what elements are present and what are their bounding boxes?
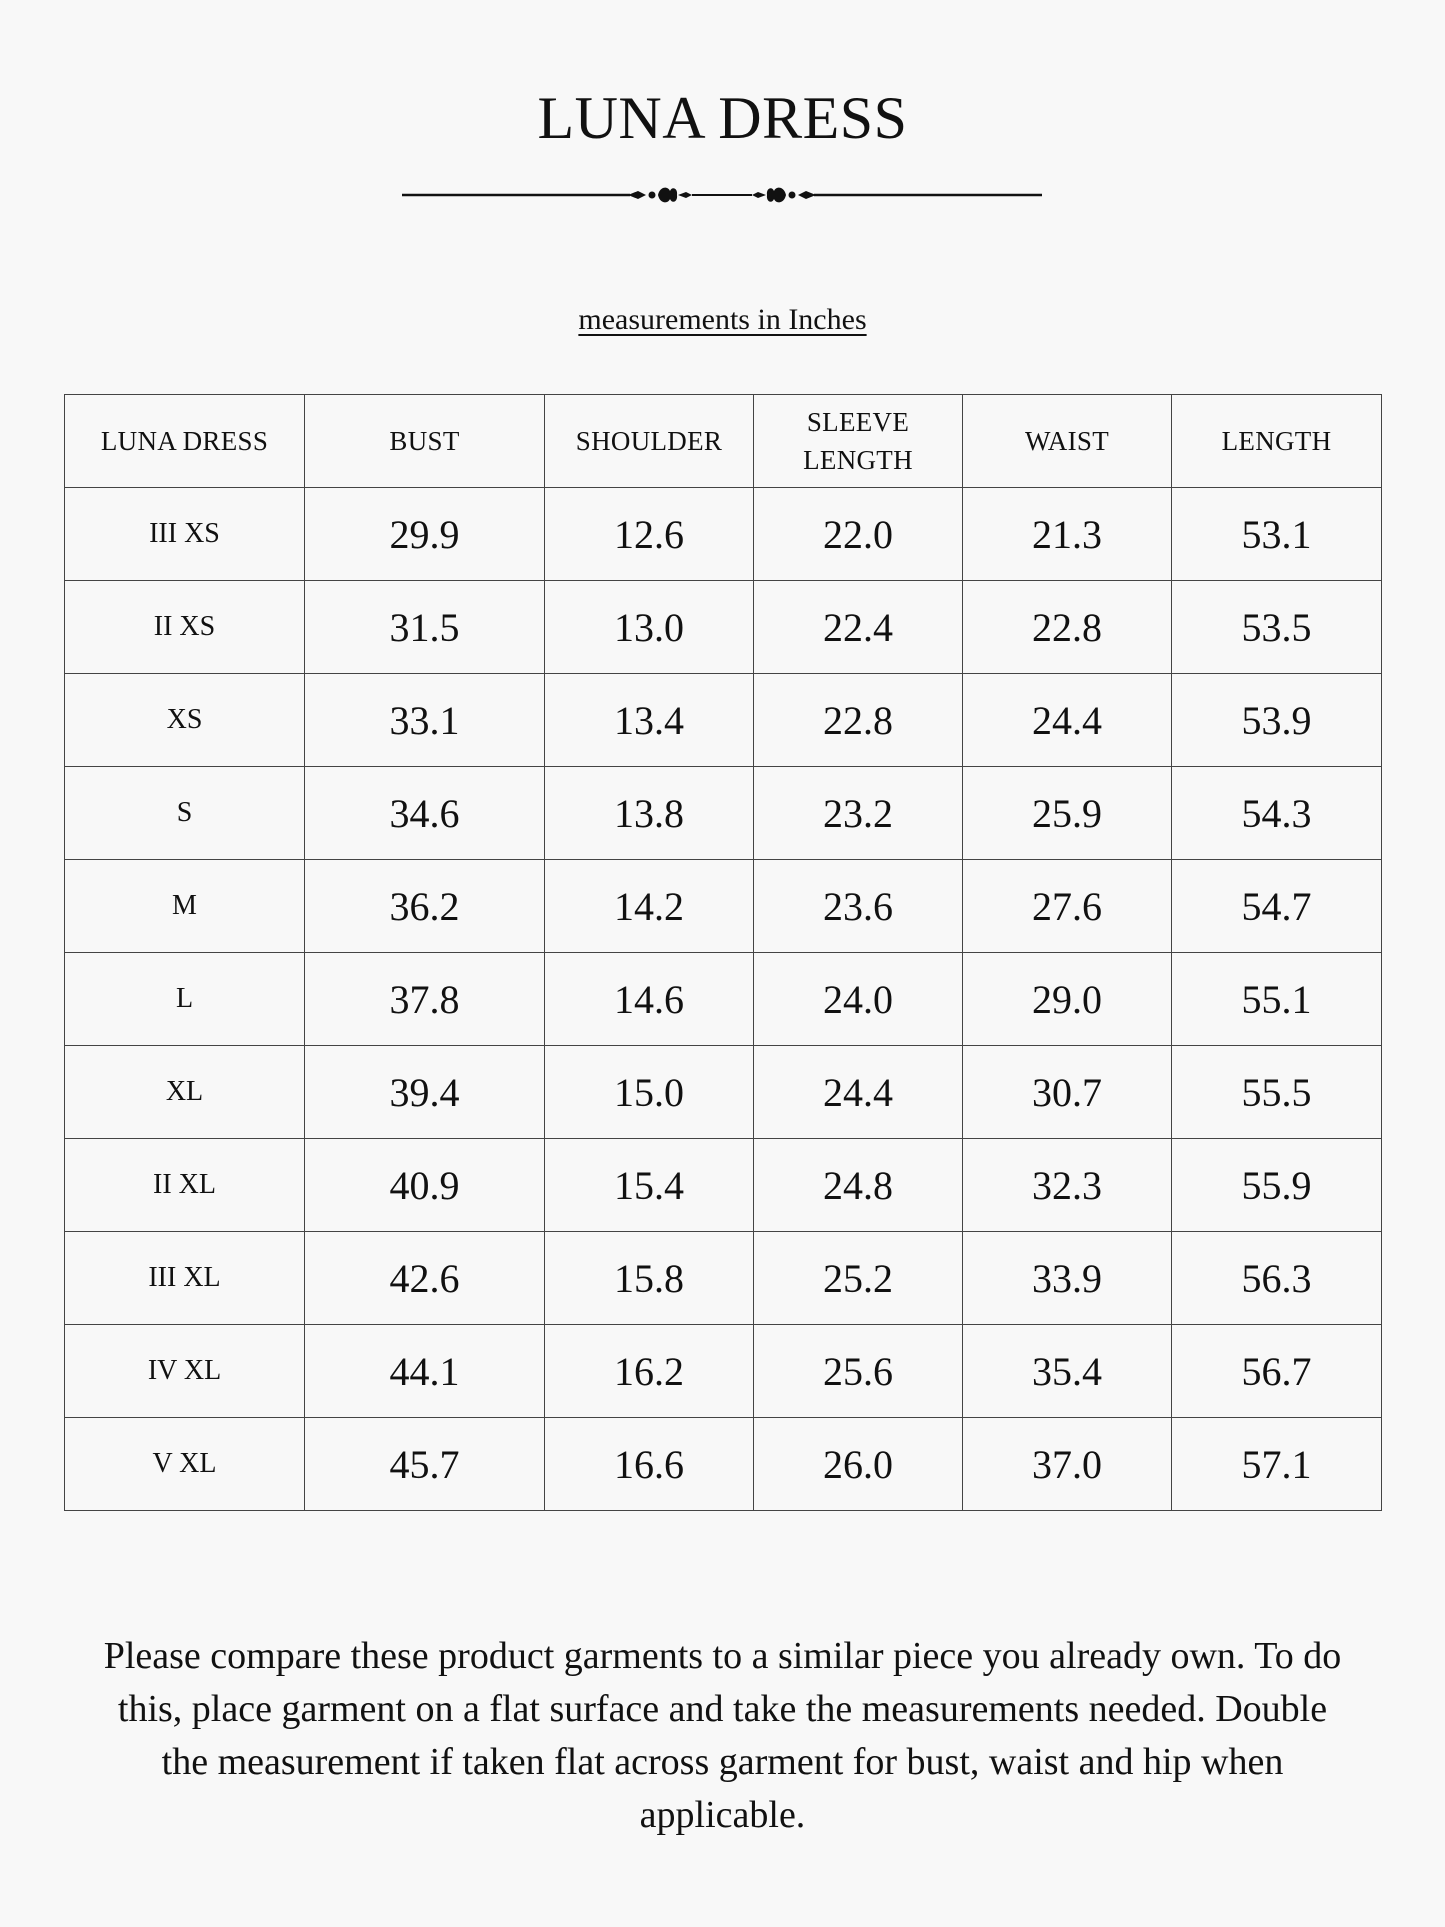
table-row — [65, 953, 1382, 1046]
shoulder-cell: 16.6 — [545, 1418, 754, 1511]
size-cell: II XS — [65, 581, 305, 674]
bust-cell: 33.1 — [305, 674, 545, 767]
waist-cell: 22.8 — [963, 581, 1172, 674]
header-shoulder: SHOULDER — [545, 395, 754, 488]
size-cell: II XL — [65, 1139, 305, 1232]
bust-cell: 44.1 — [305, 1325, 545, 1418]
shoulder-cell: 14.6 — [545, 953, 754, 1046]
waist-cell: 33.9 — [963, 1232, 1172, 1325]
table-row — [65, 860, 1382, 953]
size-cell: S — [65, 767, 305, 860]
size-cell: III XL — [65, 1232, 305, 1325]
header-sleeve-length — [754, 395, 963, 488]
sleeve-length-cell: 23.2 — [754, 767, 963, 860]
shoulder-cell: 15.8 — [545, 1232, 754, 1325]
header-waist: WAIST — [963, 395, 1172, 488]
size-chart-table — [64, 394, 1382, 1511]
size-cell: V XL — [65, 1418, 305, 1511]
waist-cell: 35.4 — [963, 1325, 1172, 1418]
table-body — [65, 488, 1382, 1511]
table-row — [65, 1046, 1382, 1139]
page-title: LUNA DRESS — [537, 85, 908, 151]
table-header-row — [65, 395, 1382, 488]
length-cell: 53.9 — [1172, 674, 1382, 767]
length-cell: 57.1 — [1172, 1418, 1382, 1511]
shoulder-cell: 14.2 — [545, 860, 754, 953]
size-cell: XL — [65, 1046, 305, 1139]
table-row — [65, 581, 1382, 674]
sleeve-length-cell: 26.0 — [754, 1418, 963, 1511]
sleeve-length-cell: 25.2 — [754, 1232, 963, 1325]
ornamental-divider — [402, 180, 1042, 210]
waist-cell: 21.3 — [963, 488, 1172, 581]
shoulder-cell: 13.8 — [545, 767, 754, 860]
waist-cell: 27.6 — [963, 860, 1172, 953]
table-row — [65, 1418, 1382, 1511]
bust-cell: 31.5 — [305, 581, 545, 674]
bust-cell: 39.4 — [305, 1046, 545, 1139]
length-cell: 55.5 — [1172, 1046, 1382, 1139]
length-cell: 53.5 — [1172, 581, 1382, 674]
sleeve-length-cell: 22.4 — [754, 581, 963, 674]
size-cell: XS — [65, 674, 305, 767]
units-subtitle: measurements in Inches — [578, 303, 867, 336]
shoulder-cell: 15.0 — [545, 1046, 754, 1139]
sleeve-length-cell: 22.8 — [754, 674, 963, 767]
header-size: LUNA DRESS — [65, 395, 305, 488]
length-cell: 56.7 — [1172, 1325, 1382, 1418]
size-cell: L — [65, 953, 305, 1046]
shoulder-cell: 13.4 — [545, 674, 754, 767]
table-row — [65, 488, 1382, 581]
shoulder-cell: 12.6 — [545, 488, 754, 581]
waist-cell: 24.4 — [963, 674, 1172, 767]
bust-cell: 42.6 — [305, 1232, 545, 1325]
sleeve-length-cell: 24.0 — [754, 953, 963, 1046]
waist-cell: 25.9 — [963, 767, 1172, 860]
sleeve-length-cell: 23.6 — [754, 860, 963, 953]
header-sleeve-length-label: SLEEVE LENGTH — [803, 407, 913, 475]
shoulder-cell: 15.4 — [545, 1139, 754, 1232]
waist-cell: 29.0 — [963, 953, 1172, 1046]
waist-cell: 30.7 — [963, 1046, 1172, 1139]
header-bust: BUST — [305, 395, 545, 488]
sleeve-length-cell: 22.0 — [754, 488, 963, 581]
bust-cell: 36.2 — [305, 860, 545, 953]
shoulder-cell: 16.2 — [545, 1325, 754, 1418]
sleeve-length-cell: 24.8 — [754, 1139, 963, 1232]
length-cell: 54.3 — [1172, 767, 1382, 860]
table-row — [65, 767, 1382, 860]
shoulder-cell: 13.0 — [545, 581, 754, 674]
bust-cell: 45.7 — [305, 1418, 545, 1511]
waist-cell: 37.0 — [963, 1418, 1172, 1511]
table-row — [65, 674, 1382, 767]
bust-cell: 29.9 — [305, 488, 545, 581]
table-row — [65, 1325, 1382, 1418]
length-cell: 56.3 — [1172, 1232, 1382, 1325]
length-cell: 53.1 — [1172, 488, 1382, 581]
bust-cell: 40.9 — [305, 1139, 545, 1232]
bust-cell: 37.8 — [305, 953, 545, 1046]
table-row — [65, 1139, 1382, 1232]
measurement-instructions: Please compare these product garments to a similar piece you already own. To do this, place garment on a flat surface and take the measurements needed. Double the measurement if taken flat across garment for bust, waist and hip when applicable. — [103, 1635, 1342, 1836]
bust-cell: 34.6 — [305, 767, 545, 860]
length-cell: 55.9 — [1172, 1139, 1382, 1232]
waist-cell: 32.3 — [963, 1139, 1172, 1232]
sleeve-length-cell: 25.6 — [754, 1325, 963, 1418]
length-cell: 55.1 — [1172, 953, 1382, 1046]
size-cell: III XS — [65, 488, 305, 581]
size-cell: IV XL — [65, 1325, 305, 1418]
size-cell: M — [65, 860, 305, 953]
header-length: LENGTH — [1172, 395, 1382, 488]
length-cell: 54.7 — [1172, 860, 1382, 953]
table-row — [65, 1232, 1382, 1325]
sleeve-length-cell: 24.4 — [754, 1046, 963, 1139]
